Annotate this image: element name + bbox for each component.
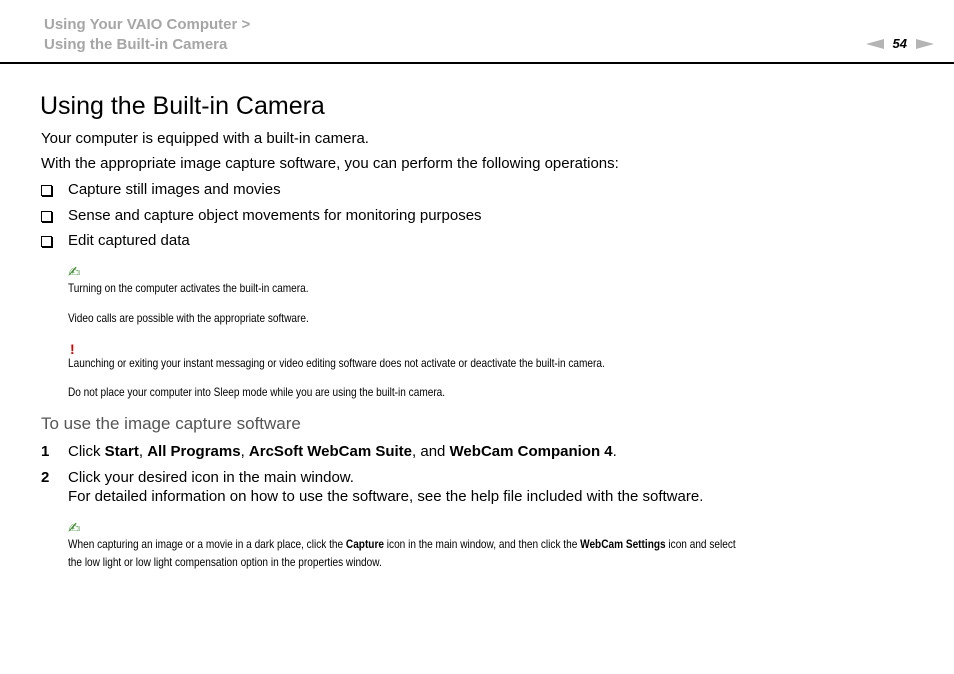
note-text: the low light or low light compensation option in the properties window. <box>68 555 382 569</box>
warning-text: Do not place your computer into Sleep mode while you are using the built-in camera. <box>68 385 446 399</box>
intro-paragraph: Your computer is equipped with a built-in camera. <box>41 130 369 147</box>
warning-text: Launching or exiting your instant messaging or video editing software does not activate or deactivate the built-in camera. <box>68 356 605 370</box>
list-item <box>41 232 190 250</box>
list-item <box>41 181 281 199</box>
step-text: Click <box>68 443 105 460</box>
pencil-note-icon: ✍ <box>68 520 81 537</box>
step-detail-text: For detailed information on how to use the software, see the help file included with the software. <box>68 488 704 505</box>
procedure-heading: To use the image capture software <box>41 414 301 433</box>
note-text-part: icon and select <box>665 537 736 551</box>
page-title: Using the Built-in Camera <box>40 92 325 120</box>
list-item-text: Capture still images and movies <box>68 181 281 198</box>
note-text-part: When capturing an image or a movie in a dark place, click the <box>68 537 346 551</box>
list-item-text: Sense and capture object movements for monitoring purposes <box>68 207 482 224</box>
menu-reference-webcam-suite: ArcSoft WebCam Suite <box>248 443 413 460</box>
page-number: 54 <box>892 36 907 51</box>
menu-reference-start: Start <box>104 443 139 460</box>
step-number: 1 <box>41 443 50 460</box>
procedure-step <box>41 468 354 487</box>
breadcrumb-parent[interactable]: Using Your VAIO Computer > <box>44 16 251 33</box>
list-item-text: Edit captured data <box>68 232 190 249</box>
page-navigator <box>866 37 934 51</box>
note-text: Turning on the computer activates the built-in camera. <box>68 281 309 295</box>
pencil-note-icon: ✍ <box>68 264 81 281</box>
previous-page-icon[interactable] <box>866 39 884 49</box>
page-header <box>0 0 954 64</box>
note-text: Video calls are possible with the appropriate software. <box>68 311 309 325</box>
note-text <box>68 535 736 553</box>
webcam-settings-reference: WebCam Settings <box>580 537 666 551</box>
step-text: , <box>138 443 148 460</box>
operations-intro: With the appropriate image capture software, you can perform the following operations: <box>41 155 619 172</box>
exclamation-warning-icon: ! <box>70 341 75 357</box>
step-text: , and <box>412 443 450 460</box>
step-number: 2 <box>41 469 50 486</box>
list-item <box>41 207 482 225</box>
next-page-icon[interactable] <box>916 39 934 49</box>
procedure-step <box>41 442 617 461</box>
capture-reference: Capture <box>345 537 384 551</box>
checkbox-bullet-icon <box>41 185 52 196</box>
menu-reference-webcam-companion: WebCam Companion 4 <box>449 443 613 460</box>
note-text-part: icon in the main window, and then click the <box>383 537 581 551</box>
checkbox-bullet-icon <box>41 211 52 222</box>
step-text: . <box>612 443 617 460</box>
menu-reference-all-programs: All Programs <box>147 443 241 460</box>
header-divider <box>0 62 954 64</box>
breadcrumb-current[interactable]: Using the Built-in Camera <box>44 36 228 53</box>
step-text: , <box>240 443 249 460</box>
checkbox-bullet-icon <box>41 236 52 247</box>
step-text: Click your desired icon in the main window. <box>68 469 354 486</box>
